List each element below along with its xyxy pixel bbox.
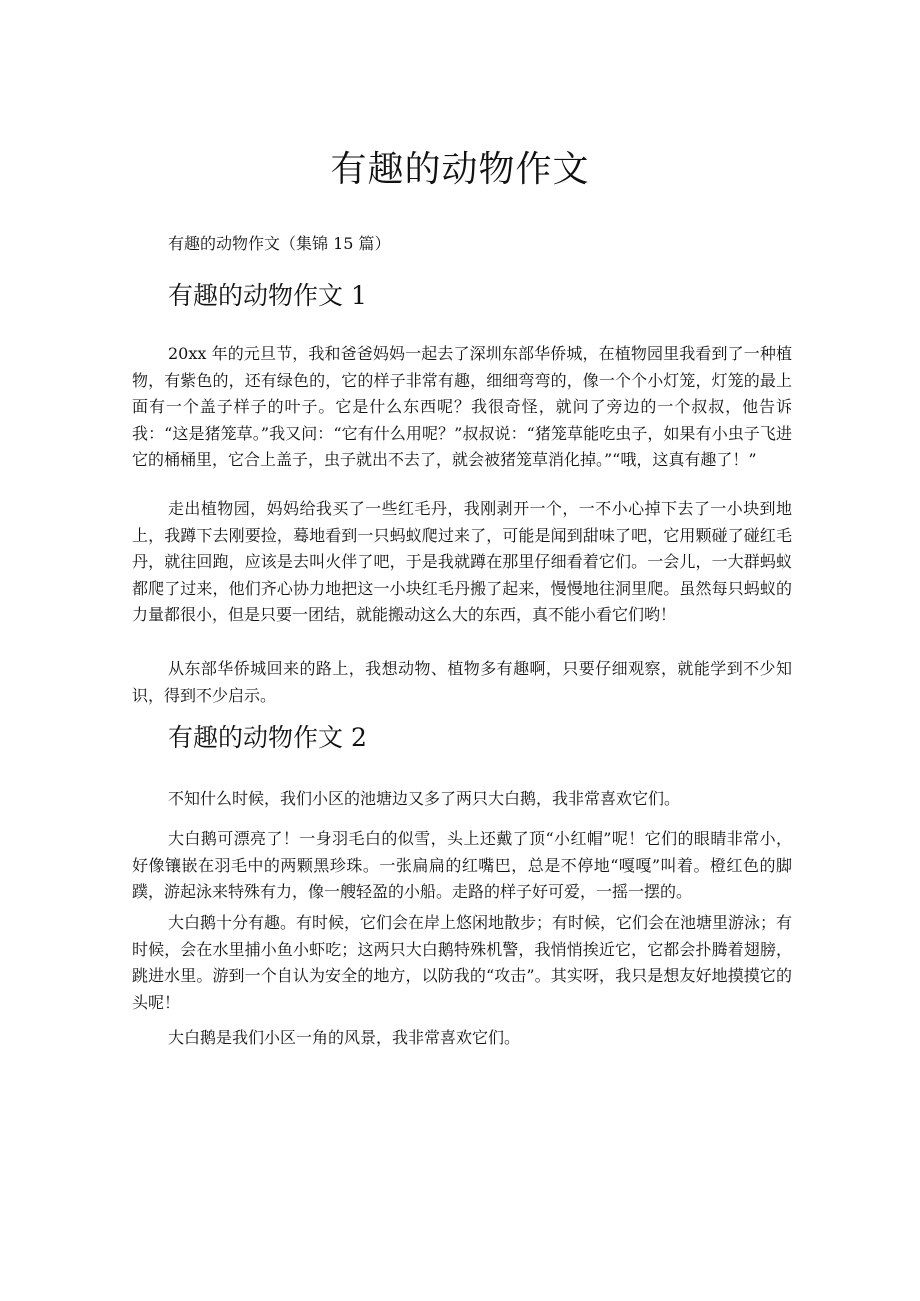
section-heading-2: 有趣的动物作文 2 bbox=[168, 723, 367, 752]
paragraph: 不知什么时候，我们小区的池塘边又多了两只大白鹅，我非常喜欢它们。 bbox=[168, 789, 681, 808]
paragraph: 大白鹅可漂亮了！一身羽毛白的似雪，头上还戴了顶“小红帽”呢！它们的眼睛非常小，好像镶嵌在羽毛中的两颗黑珍珠。一张扁扁的红嘴巴，总是不停地“嘎嘎”叫着。橙红色的脚蹼，游起泳来特殊有力，像一艘轻盈的小船。走路的样子好可爱，一摇一摆的。 bbox=[132, 829, 792, 901]
paragraph: 从东部华侨城回来的路上，我想动物、植物多有趣啊，只要仔细观察，就能学到不少知识，得到不少启示。 bbox=[132, 659, 792, 705]
paragraph: 走出植物园，妈妈给我买了一些红毛丹，我刚剥开一个，一不小心掉下去了一小块到地上，我蹲下去刚要捡，蓦地看到一只蚂蚁爬过来了，可能是闻到甜味了吧，它用颗碰了碰红毛丹，就往回跑，应该是去叫火伴了吧，于是我就蹲在那里仔细看着它们。一会儿，一大群蚂蚁都爬了过来，他们齐心协力地把这一小块红毛丹搬了起来，慢慢地往洞里爬。虽然每只蚂蚁的力量都很小，但是只要一团结，就能搬动这么大的东西，真不能小看它们哟！ bbox=[132, 499, 792, 624]
section-heading-1: 有趣的动物作文 1 bbox=[168, 281, 367, 310]
document-subtitle: 有趣的动物作文（集锦 15 篇） bbox=[168, 234, 391, 253]
paragraph: 大白鹅是我们小区一角的风景，我非常喜欢它们。 bbox=[168, 1028, 521, 1047]
paragraph: 20xx 年的元旦节，我和爸爸妈妈一起去了深圳东部华侨城，在植物园里我看到了一种植物，有紫色的，还有绿色的，它的样子非常有趣，细细弯弯的，像一个个小灯笼，灯笼的最上面有一个盖子样子的叶子。它是什么东西呢？我很奇怪，就问了旁边的一个叔叔，他告诉我：“这是猪笼草。”我又问：“它有什么用呢？”叔叔说：“猪笼草能吃虫子，如果有小虫子飞进它的桶桶里，它合上盖子，虫子就出不去了，就会被猪笼草消化掉。”“哦，这真有趣了！” bbox=[132, 344, 792, 469]
document-title: 有趣的动物作文 bbox=[330, 149, 590, 190]
paragraph: 大白鹅十分有趣。有时候，它们会在岸上悠闲地散步；有时候，它们会在池塘里游泳；有时候，会在水里捕小鱼小虾吃；这两只大白鹅特殊机警，我悄悄挨近它，它都会扑腾着翅膀，跳进水里。游到一个自认为安全的地方，以防我的“攻击”。其实呀，我只是想友好地摸摸它的头呢！ bbox=[132, 913, 793, 1012]
